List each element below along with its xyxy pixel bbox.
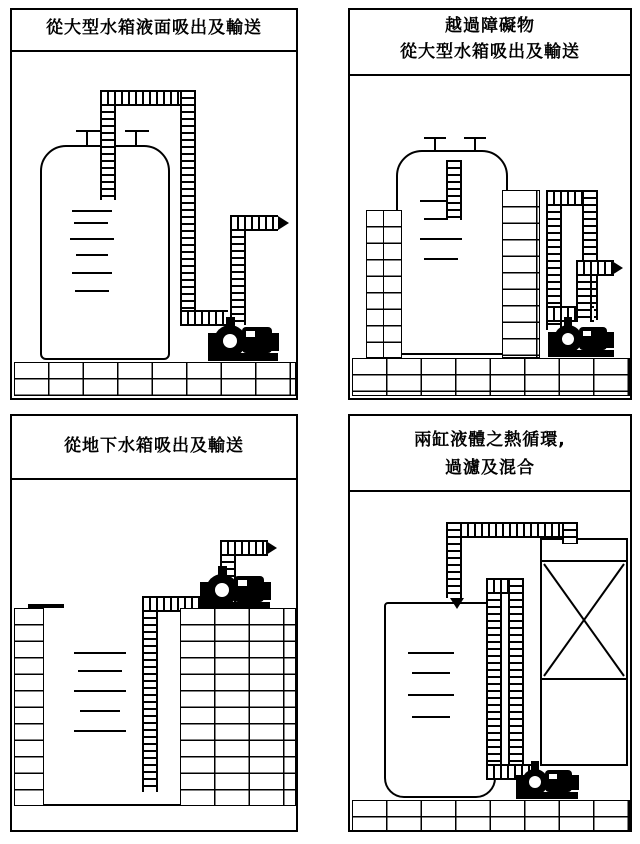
panel-3-caption: 從地下水箱吸出及輸送 <box>64 436 244 456</box>
level-mark <box>74 222 108 224</box>
panel-4 <box>348 414 632 832</box>
flow-arrow-icon <box>612 261 623 275</box>
suction-pipe-riser <box>508 578 524 764</box>
level-mark <box>74 652 126 654</box>
level-mark <box>424 258 458 260</box>
return-arrow-icon <box>450 598 464 609</box>
tank-neck-left <box>434 138 436 152</box>
tank-left <box>384 602 496 798</box>
tank-top-cap-2 <box>464 137 486 139</box>
panel-2 <box>348 8 632 400</box>
panel-1 <box>10 8 298 400</box>
obstacle-wall-left <box>366 210 402 358</box>
panel-1-stage <box>12 10 296 398</box>
tank-top-cap <box>424 137 446 139</box>
tank <box>42 606 182 806</box>
suction-pipe-downleg <box>180 90 196 325</box>
level-mark <box>76 254 108 256</box>
brick-base <box>352 800 630 832</box>
level-mark <box>420 238 462 240</box>
tank-neck-left <box>86 131 88 147</box>
brick-pedestal <box>180 608 296 806</box>
flow-arrow-icon <box>266 541 277 555</box>
panel-4-caption-line-2: 過濾及混合 <box>445 458 535 478</box>
level-mark <box>412 672 450 674</box>
tank-neck-right <box>135 131 137 147</box>
tank-top-cap <box>76 130 100 132</box>
tank-right-base <box>540 680 628 766</box>
return-downcomer <box>446 522 462 598</box>
level-mark <box>74 730 126 732</box>
brick-base <box>14 362 296 396</box>
level-mark <box>78 670 122 672</box>
level-mark <box>80 710 120 712</box>
level-mark <box>74 690 126 692</box>
brick-ground-left <box>14 608 44 806</box>
suction-pipe-left <box>486 578 502 776</box>
tank-top-cap-2 <box>125 130 149 132</box>
panel-1-caption: 從大型水箱液面吸出及輸送 <box>46 18 262 38</box>
top-pipe-to-vessel <box>562 522 578 544</box>
level-mark <box>72 272 112 274</box>
level-mark <box>72 210 112 212</box>
level-mark <box>70 238 114 240</box>
tank-neck-right <box>474 138 476 152</box>
panel-3-stage <box>12 416 296 830</box>
panel-2-caption-line-1: 越過障礙物 <box>445 16 535 36</box>
level-mark <box>412 716 450 718</box>
level-mark <box>408 652 454 654</box>
suction-pipe-vertical <box>100 90 116 200</box>
flow-arrow-icon <box>278 216 289 230</box>
discharge-pipe-horizontal <box>230 215 278 231</box>
panel-4-stage <box>350 416 630 830</box>
tank-right-cross-icon <box>542 562 626 678</box>
level-mark <box>75 290 109 292</box>
suction-pipe-vertical <box>446 160 462 220</box>
suction-pipe-vertical <box>142 596 158 792</box>
discharge-pipe-horizontal <box>576 260 614 276</box>
level-mark <box>408 694 454 696</box>
pump <box>548 316 616 364</box>
panel-2-stage <box>350 10 630 398</box>
top-pipe-horizontal <box>446 522 578 538</box>
discharge-pipe-vertical <box>230 215 246 325</box>
discharge-pipe-horizontal <box>220 540 268 556</box>
panel-4-caption-line-1: 兩缸液體之熱循環, <box>414 430 566 450</box>
panel-2-caption-line-2: 從大型水箱吸出及輸送 <box>400 42 580 62</box>
panel-3 <box>10 414 298 832</box>
brick-base <box>352 358 630 396</box>
pump <box>208 315 280 367</box>
obstacle-wall-right <box>502 190 540 358</box>
